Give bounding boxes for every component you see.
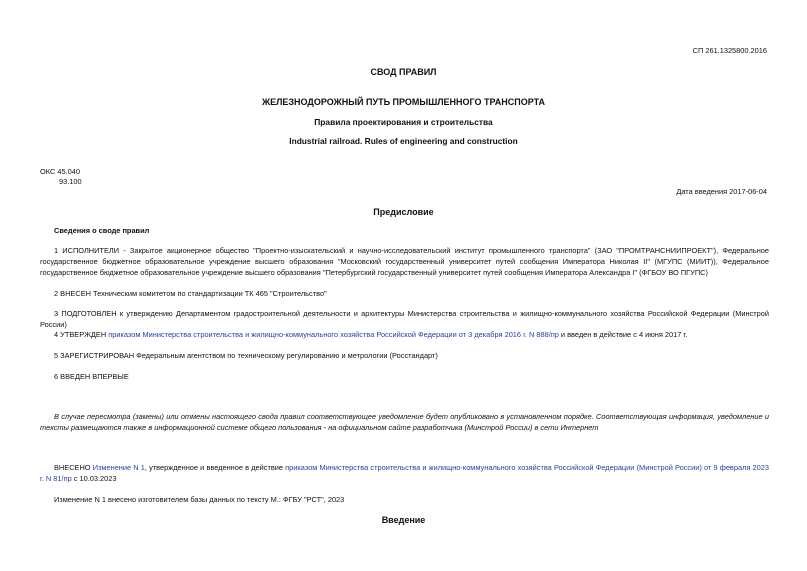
preface-item-4-suffix: и введен в действие с 4 июня 2017 г. [558, 330, 688, 339]
introduction-heading: Введение [381, 515, 426, 525]
preface-item-5: 5 ЗАРЕГИСТРИРОВАН Федеральным агентством по техническому регулированию и метрологии (Росстандарт) [54, 351, 438, 360]
oks-code: ОКС 45.040 [40, 167, 80, 176]
preface-heading: Предисловие [373, 207, 434, 217]
document-code: СП 261.1325800.2016 [692, 46, 767, 55]
amendment-order-link[interactable]: приказом Министерства строительства и жилищно-коммунального хозяйства Российской Федерации (Минстрой России) от 9 февраля 2023 г. N 81/пр [40, 463, 769, 483]
introduction-date: Дата введения 2017-06-04 [676, 187, 767, 196]
preface-item-6: 6 ВВЕДЕН ВПЕРВЫЕ [54, 372, 129, 381]
approval-order-link[interactable]: приказом Министерства строительства и жилищно-коммунального хозяйства Российской Федерации от 3 декабря 2016 г. N 888/пр [108, 330, 559, 339]
preface-item-3: 3 ПОДГОТОВЛЕН к утверждению Департаментом градостроительной деятельности и архитектуры Министерства строительства и жилищно-коммунального хозяйства Российской Федерации (Минстрой России) [40, 309, 769, 329]
preface-subheading: Сведения о своде правил [54, 226, 150, 235]
preface-item-4 [40, 329, 769, 340]
amendment-note: Изменение N 1 внесено изготовителем базы данных по тексту М.: ФГБУ "РСТ", 2023 [54, 495, 345, 504]
document-subtitle-en: Industrial railroad. Rules of engineering and construction [289, 136, 518, 146]
amendment-info [40, 462, 769, 484]
oks-code-secondary: 93.100 [59, 177, 82, 186]
amendment-suffix: с 10.03.2023 [71, 474, 117, 483]
document-title: ЖЕЛЕЗНОДОРОЖНЫЙ ПУТЬ ПРОМЫШЛЕННОГО ТРАНСПОРТА [261, 97, 546, 107]
document-type: СВОД ПРАВИЛ [370, 67, 437, 77]
document-subtitle-ru: Правила проектирования и строительства [314, 117, 493, 127]
amendment-link[interactable]: Изменение N 1 [92, 463, 145, 472]
preface-item-1: 1 ИСПОЛНИТЕЛИ - Закрытое акционерное общество "Проектно-изыскательский и научно-исследовательский институт промышленного транспорта" (ЗАО "ПРОМТРАНСНИИПРОЕКТ"), Федеральное государственное бюджетное образовательное учреждение высшего образования "Московский государственный университет путей сообщения Императора Николая II" (МГУПС (МИИТ)), Федеральное государственное бюджетное образовательное учреждение высшего образования "Петербургский государственный университет путей сообщения Императора Александра I" (ФГБОУ ВО ПГУПС) [40, 246, 769, 277]
preface-item-2: 2 ВНЕСЕН Техническим комитетом по стандартизации ТК 465 "Строительство" [54, 289, 327, 298]
amendment-mid: , утвержденное и введенное в действие [144, 463, 286, 472]
amendment-prefix: ВНЕСЕНО [54, 463, 93, 472]
revision-notice: В случае пересмотра (замены) или отмены настоящего свода правил соответствующее уведомление будет опубликовано в установленном порядке. Соответствующая информация, уведомление и тексты размещаются также в информационной системе общего пользования - на официальном сайте разработчика (Минстрой России) в сети Интернет [40, 412, 769, 432]
preface-item-4-prefix: 4 УТВЕРЖДЕН [54, 330, 109, 339]
